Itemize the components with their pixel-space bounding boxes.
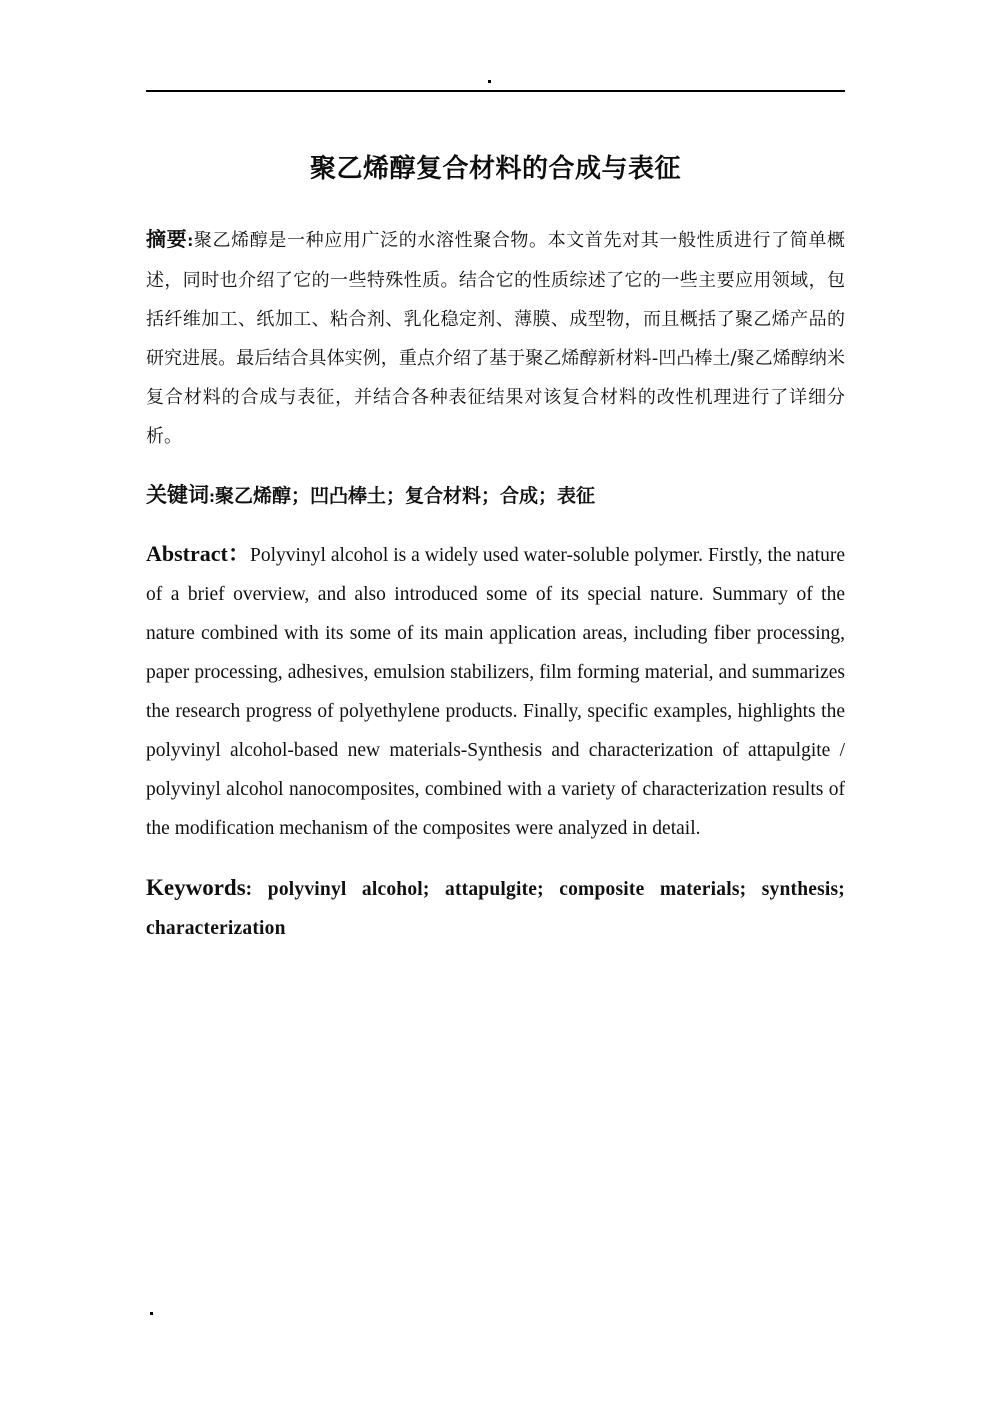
chinese-keywords-body: 聚乙烯醇；凹凸棒土；复合材料；合成；表征	[215, 485, 596, 507]
page-content	[146, 104, 845, 967]
english-abstract-label: Abstract：	[146, 541, 251, 566]
chinese-abstract-paragraph	[146, 220, 845, 456]
chinese-keywords-colon: :	[209, 488, 215, 506]
chinese-keywords-paragraph	[146, 478, 845, 514]
chinese-abstract-label: 摘要	[146, 227, 188, 251]
english-keywords-colon: :	[245, 878, 268, 900]
footer-dot-mark	[150, 1312, 153, 1315]
header-dot-mark	[488, 80, 491, 83]
chinese-abstract-colon: :	[187, 232, 194, 250]
page-title: 聚乙烯醇复合材料的合成与表征	[309, 154, 681, 184]
english-keywords-body: polyvinyl alcohol; attapulgite; composite materials; synthesis; characterization	[146, 878, 845, 939]
header-horizontal-rule	[146, 90, 845, 92]
chinese-abstract-body: 聚乙烯醇是一种应用广泛的水溶性聚合物。本文首先对其一般性质进行了简单概述，同时也介绍了它的一些特殊性质。结合它的性质综述了它的一些主要应用领域，包括纤维加工、纸加工、粘合剂、乳化稳定剂、薄膜、成型物，而且概括了聚乙烯产品的研究进展。最后结合具体实例，重点介绍了基于聚乙烯醇新材料-凹凸棒土/聚乙烯醇纳米复合材料的合成与表征，并结合各种表征结果对该复合材料的改性机理进行了详细分析。	[146, 230, 846, 447]
english-abstract-body: Polyvinyl alcohol is a widely used water-soluble polymer. Firstly, the nature of a brief overview, and also introduced some of its special nature. Summary of the nature combined with its some of its main application areas, including fiber processing, paper processing, adhesives, emulsion stabilizers, film forming material, and summarizes the research progress of polyethylene products. Finally, specific examples, highlights the polyvinyl alcohol-based new materials-Synthesis and characterization of attapulgite / polyvinyl alcohol nanocomposites, combined with a variety of characterization results of the modification mechanism of the composites were analyzed in detail.	[146, 545, 845, 839]
english-keywords-paragraph	[146, 868, 845, 948]
chinese-keywords-label: 关键词	[146, 483, 209, 507]
english-keywords-label: Keywords	[146, 874, 246, 900]
english-abstract-paragraph	[146, 534, 845, 848]
